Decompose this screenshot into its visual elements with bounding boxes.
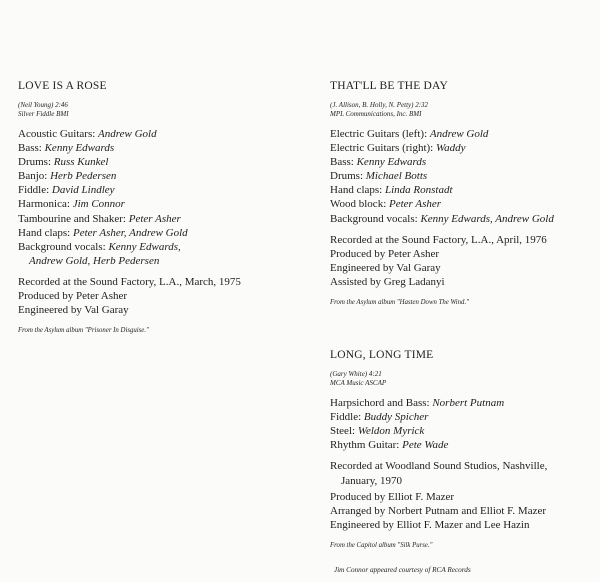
album-source: From the Asylum album "Hasten Down The Wind." [330,299,469,307]
credit-line [330,197,592,211]
credit-role: Acoustic Guitars: [18,128,99,140]
credit-role: Banjo: [18,170,51,183]
credit-line [18,183,298,197]
credit-role: Steel: [330,425,358,438]
arranger-line: Arranged by Norbert Putnam and Elliot F. Mazer [330,504,547,517]
credit-role: Background vocals: [330,212,421,225]
credit-names: Peter Asher [128,212,181,225]
credit-role: Electric Guitars (right): [330,142,436,155]
credit-role: Harmonica: [18,198,73,211]
credit-role: Fiddle: [330,411,364,424]
credit-line [330,396,592,410]
song-publisher: MPL Communications, Inc. BMI [330,110,422,118]
credit-line [330,438,592,452]
credit-names: Buddy Spicher [363,411,429,424]
credit-names: Weldon Myrick [357,425,425,438]
credit-names: Andrew Gold, Herb Pedersen [29,254,160,267]
credit-names: Michael Botts [365,170,428,183]
credit-line [330,212,592,226]
credit-names: Kenny Edwards [44,142,115,155]
credit-line [330,141,592,155]
credit-line [18,127,298,141]
credit-names: Waddy [436,142,466,155]
credit-list [330,127,592,226]
credit-names: Russ Kunkel [53,156,109,169]
credit-role: Hand claps: [18,226,73,239]
credit-names: Andrew Gold [429,128,489,140]
engineer-line: Engineered by Val Garay [330,261,441,274]
credit-names: David Lindley [51,184,115,197]
recording-info [330,233,592,289]
credit-names: Jim Connor [72,198,125,211]
song-meta [330,370,592,388]
credit-names: Norbert Putnam [432,397,505,410]
credit-line [330,183,592,197]
credit-line [330,169,592,183]
song-title: LOVE IS A ROSE [18,80,107,92]
credit-role: Bass: [330,156,357,169]
recording-info [18,275,298,317]
assistant-line: Assisted by Greg Ladanyi [330,275,445,288]
recording-line: Recorded at the Sound Factory, L.A., March, 1975 [18,275,241,288]
recording-info [330,459,592,531]
credit-line [330,127,592,141]
credit-role: Rhythm Guitar: [330,439,403,452]
credit-names: Linda Ronstadt [384,184,453,197]
song-meta [18,101,298,119]
credit-names: Andrew Gold [98,128,157,140]
song-meta [330,101,592,119]
credit-names: Peter Asher, Andrew Gold [72,226,188,239]
credit-role: Tambourine and Shaker: [18,212,129,225]
credit-role: Electric Guitars (left): [330,128,430,140]
credit-role: Hand claps: [330,184,385,197]
song-title: THAT'LL BE THE DAY [330,80,449,92]
right-column [330,79,592,550]
credit-line-continued [18,254,298,268]
credit-line [18,226,298,240]
song-writer-duration: (Neil Young) 2:46 [18,101,68,109]
courtesy-note: Jim Connor appeared courtesy of RCA Records [334,566,471,574]
credit-list [18,127,298,268]
recording-line: Recorded at the Sound Factory, L.A., April, 1976 [330,233,547,246]
album-source: From the Capitol album "Silk Purse." [330,541,433,549]
credit-names: Kenny Edwards, Andrew Gold [420,212,554,225]
credit-names: Pete Wade [402,439,449,452]
recording-line [330,459,592,487]
credit-line [330,424,592,438]
producer-line: Produced by Elliot F. Mazer [330,490,455,503]
song-writer-duration: (Gary White) 4:21 [330,370,382,379]
credit-line [18,155,298,169]
credit-names: Herb Pedersen [50,170,117,183]
credit-role: Fiddle: [18,184,52,197]
album-source: From the Asylum album "Prisoner In Disguise." [18,327,149,335]
engineer-line: Engineered by Val Garay [18,304,129,317]
credit-line [18,240,298,254]
song-love-is-a-rose [18,79,298,335]
credit-role: Background vocals: [18,240,109,253]
song-thatll-be-the-day [330,79,592,307]
credit-line [18,197,298,211]
credit-names: Kenny Edwards, [108,240,181,253]
song-publisher: Silver Fiddle BMI [18,110,69,118]
producer-line: Produced by Peter Asher [330,247,440,260]
credit-names: Kenny Edwards [356,156,427,169]
credit-names: Peter Asher [389,198,442,211]
song-writer-duration: (J. Allison, B. Holly, N. Petty) 2:32 [330,101,429,109]
credit-line [18,169,298,183]
credit-list [330,396,592,452]
producer-line: Produced by Peter Asher [18,290,128,303]
credit-role: Harpsichord and Bass: [330,397,433,410]
credit-role: Drums: [18,156,54,169]
song-title: LONG, LONG TIME [330,349,434,362]
credit-line [330,155,592,169]
credit-line [18,141,298,155]
recording-line-1: Recorded at Woodland Sound Studios, Nashville, [330,460,548,473]
song-publisher: MCA Music ASCAP [330,379,387,388]
credit-role: Wood block: [330,198,389,211]
recording-line-2: January, 1970 [341,474,402,487]
credit-role: Bass: [18,142,45,155]
credit-line [330,410,592,424]
song-long-long-time [330,348,592,550]
left-column [18,79,298,335]
credit-line [18,212,298,226]
engineer-line: Engineered by Elliot F. Mazer and Lee Hazin [330,518,530,531]
credit-role: Drums: [330,170,366,183]
